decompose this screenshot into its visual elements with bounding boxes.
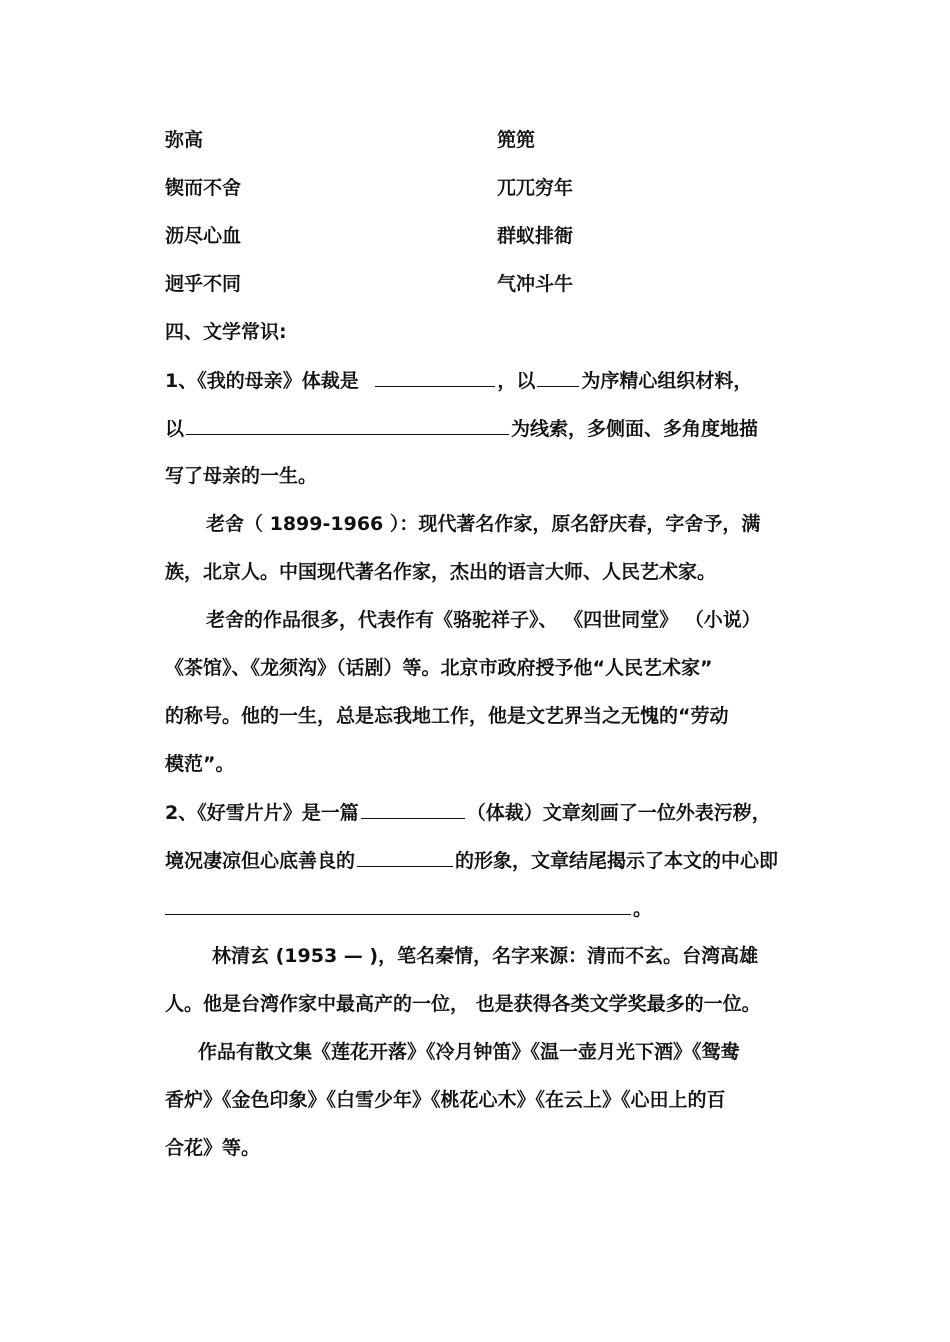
lin-para1-line1: 林清玄 (1953 — )，笔名秦情，名字来源：清而不玄。台湾高雄 bbox=[212, 945, 759, 967]
vocab-right-4: 气冲斗牛 bbox=[497, 273, 574, 295]
q1-text-b: ，以 bbox=[497, 370, 536, 392]
laoshe-para1-line1: 老舍（ 1899-1966 ）：现代著名作家，原名舒庆春，字舍予，满 bbox=[206, 513, 761, 535]
q2-blank-theme[interactable] bbox=[165, 896, 631, 915]
q2-line-2 bbox=[165, 848, 778, 873]
q2-blank-genre[interactable] bbox=[361, 800, 465, 819]
q1-blank-order[interactable] bbox=[537, 368, 579, 387]
laoshe-para2-line4: 模范”。 bbox=[165, 753, 235, 775]
q1-text-e: 为线索，多侧面、多角度地描 bbox=[511, 418, 759, 440]
q2-text-d: 的形象，文章结尾揭示了本文的中心即 bbox=[455, 850, 779, 872]
vocab-right-1: 篼篼 bbox=[497, 129, 536, 151]
lin-para2-line2: 香炉》《金色印象》《白雪少年》《桃花心木》《在云上》《心田上的百 bbox=[165, 1089, 726, 1111]
q1-line-3: 写了母亲的一生。 bbox=[165, 465, 318, 487]
laoshe-para1-line2: 族，北京人。中国现代著名作家，杰出的语言大师、人民艺术家。 bbox=[165, 561, 717, 583]
q2-text-b: （体裁）文章刻画了一位外表污秽， bbox=[466, 802, 771, 824]
q2-text-c: 境况凄凉但心底善良的 bbox=[165, 850, 356, 872]
q1-text-c: 为序精心组织材料， bbox=[581, 370, 753, 392]
section-heading: 四、文学常识: bbox=[165, 321, 287, 343]
vocab-left-2: 锲而不舍 bbox=[165, 177, 242, 199]
q1-text-a: 1、《我的母亲》体裁是 bbox=[165, 370, 359, 392]
vocab-right-3: 群蚁排衙 bbox=[497, 225, 574, 247]
q1-text-d: 以 bbox=[165, 418, 185, 440]
laoshe-para2-line1: 老舍的作品很多，代表作有《骆驼祥子》、 《四世同堂》 （小说） bbox=[206, 609, 761, 631]
vocab-left-4: 迥乎不同 bbox=[165, 273, 242, 295]
lin-para2-line3: 合花》等。 bbox=[165, 1137, 261, 1159]
laoshe-para2-line2: 《茶馆》、《龙须沟》（话剧）等。北京市政府授予他“人民艺术家” bbox=[165, 657, 713, 679]
laoshe-para2-line3: 的称号。他的一生，总是忘我地工作，他是文艺界当之无愧的“劳动 bbox=[165, 705, 729, 727]
vocab-left-1: 弥高 bbox=[165, 129, 204, 151]
q1-line-2 bbox=[165, 416, 758, 441]
lin-para2-line1: 作品有散文集《莲花开落》《冷月钟笛》《温一壶月光下酒》《鸳鸯 bbox=[198, 1041, 740, 1063]
q2-line-1 bbox=[165, 800, 771, 825]
vocab-right-2: 兀兀穷年 bbox=[497, 177, 574, 199]
q1-blank-genre[interactable] bbox=[375, 368, 495, 387]
q2-text-end: 。 bbox=[633, 898, 653, 920]
q2-blank-person[interactable] bbox=[357, 848, 453, 867]
lin-para1-line2: 人。他是台湾作家中最高产的一位， 也是获得各类文学奖最多的一位。 bbox=[165, 993, 761, 1015]
q2-line-3 bbox=[165, 896, 652, 921]
q2-text-a: 2、《好雪片片》是一篇 bbox=[165, 802, 359, 824]
vocab-left-3: 沥尽心血 bbox=[165, 225, 242, 247]
q1-line-1 bbox=[165, 368, 752, 393]
q1-blank-clue[interactable] bbox=[186, 416, 509, 435]
